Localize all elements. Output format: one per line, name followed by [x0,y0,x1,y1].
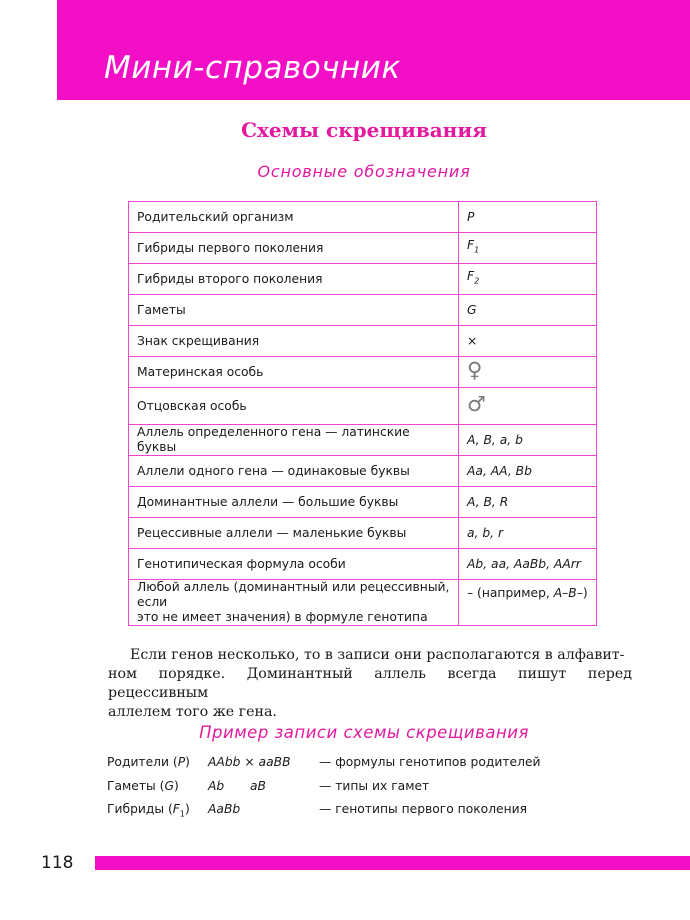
row-label: Любой аллель (доминантный или рецессивный, если это не имеет значения) в формуле генотипа [129,580,459,626]
footer-bar [95,856,690,870]
example-label: Гибриды $(F_1)$ [107,802,190,819]
male-icon: ♂ [459,388,597,425]
row-label: Родительский организм [129,202,459,233]
example-formula: AAbb × aaBB [208,755,291,769]
row-label: Гибриды первого поколения [129,233,459,264]
row-value: a, b, r [459,518,597,549]
notation-subtitle: Основные обозначения [257,162,471,181]
female-icon: ♀ [459,357,597,388]
row-value: $F_1$ [459,233,597,264]
notation-table [128,201,597,626]
row-label: Гаметы [129,295,459,326]
row-value: A, B, R [459,487,597,518]
table-row [129,518,597,549]
row-value: A, B, a, b [459,425,597,456]
table-row [129,202,597,233]
table-row [129,425,597,456]
section-title: Схемы скрещивания [241,118,487,142]
row-label: Материнская особь [129,357,459,388]
rule-paragraph: Если генов несколько, то в записи они располагаются в алфавит- ном порядке. Доминантный аллель всегда пишут перед рецессивным аллелем того же гена. [108,647,632,720]
row-label: Аллель определенного гена — латинские буквы [129,425,459,456]
table-row [129,357,597,388]
example-row-parents [0,755,690,773]
example-row-gametes [0,779,690,797]
table-row [129,549,597,580]
example-title: Пример записи схемы скрещивания [199,723,529,742]
example-label: Родители (P) [107,755,190,769]
table-row [129,326,597,357]
table-row [129,264,597,295]
example-description: — типы их гамет [319,779,430,793]
example-label: Гаметы (G) [107,779,179,793]
table-row [129,295,597,326]
row-label: Гибриды второго поколения [129,264,459,295]
row-value: $F_2$ [459,264,597,295]
table-row [129,233,597,264]
example-formula: aB [250,779,266,793]
example-formula: Ab [208,779,225,793]
row-label: Отцовская особь [129,388,459,425]
example-description: — генотипы первого поколения [319,802,528,816]
example-row-hybrids [0,802,690,820]
row-label: Аллели одного гена — одинаковые буквы [129,456,459,487]
row-label: Рецессивные аллели — маленькие буквы [129,518,459,549]
row-value: Ab, aa, AaBb, AArr [459,549,597,580]
table-row [129,456,597,487]
example-formula: AaBb [208,802,241,816]
page-title: Мини-справочник [104,50,401,86]
table-row [129,487,597,518]
table-row [129,580,597,626]
page-number: 118 [41,853,74,873]
row-label: Знак скрещивания [129,326,459,357]
row-value: – (например, A–B–) [459,580,597,626]
row-value: G [459,295,597,326]
row-label: Доминантные аллели — большие буквы [129,487,459,518]
cross-symbol: × [459,326,597,357]
row-value: Aa, AA, Bb [459,456,597,487]
table-row [129,388,597,425]
row-label: Генотипическая формула особи [129,549,459,580]
example-description: — формулы генотипов родителей [319,755,541,769]
row-value: P [459,202,597,233]
